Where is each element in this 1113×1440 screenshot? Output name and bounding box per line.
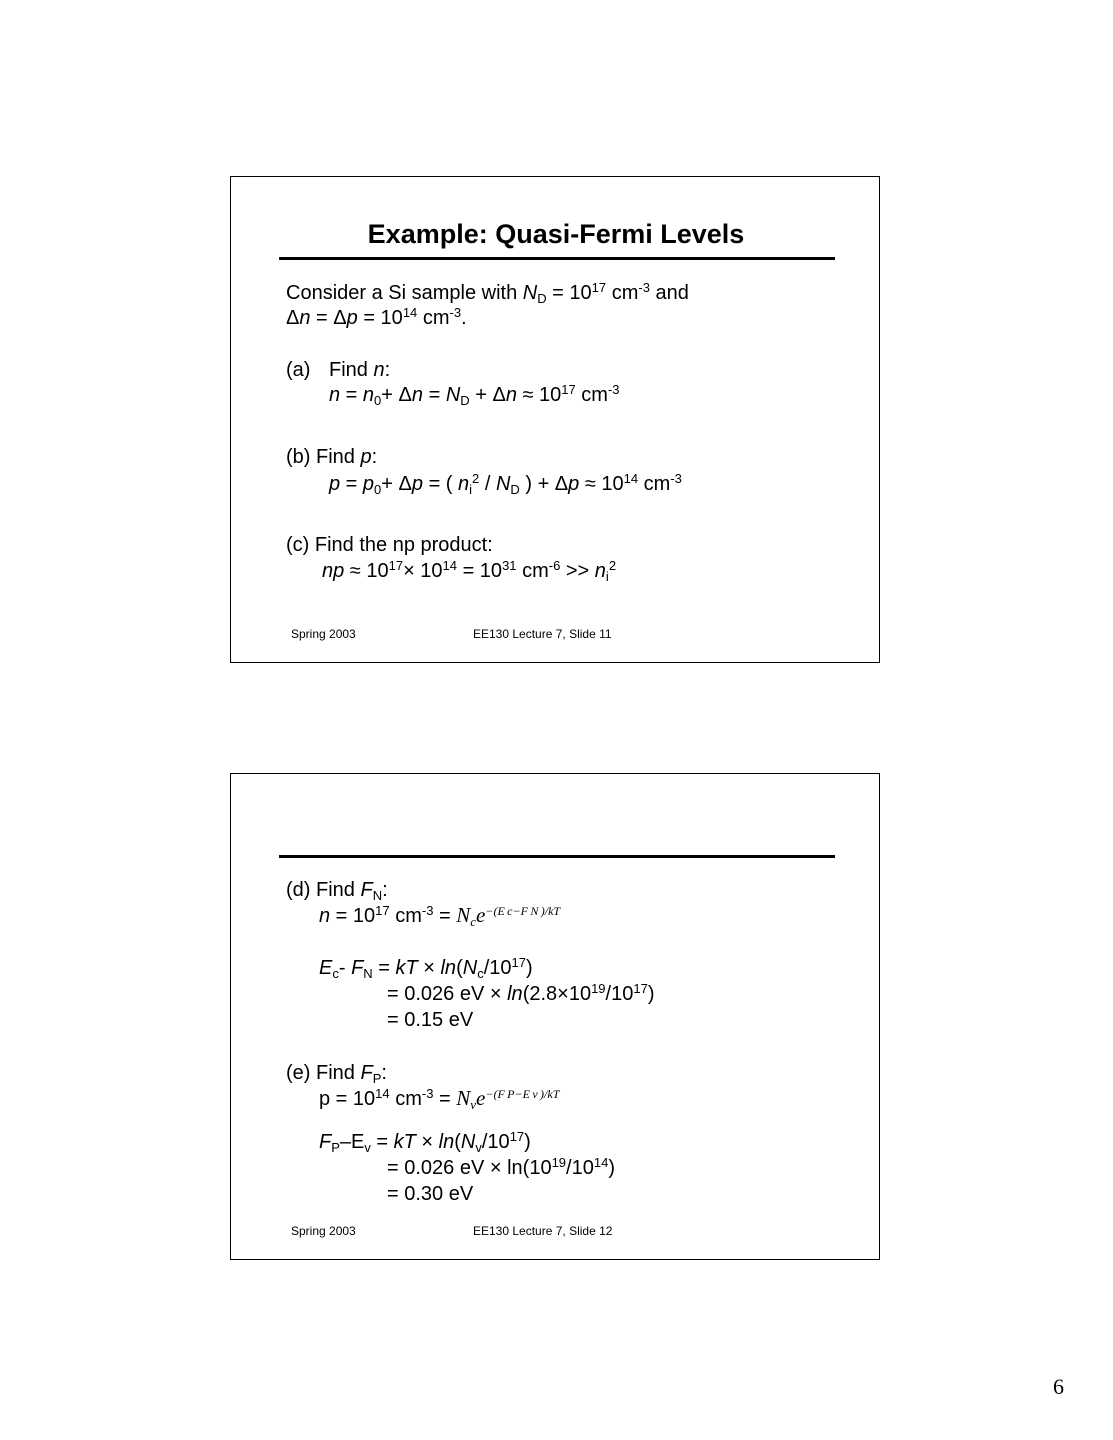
subscript: P [331,1140,340,1155]
subscript: c [477,966,484,981]
text-segment: –E [339,1131,365,1153]
superscript: 19 [591,981,606,996]
text-line [286,533,493,557]
text-segment: ) [608,1157,615,1179]
text-segment: / [479,473,496,495]
text-segment: (b) Find [286,446,361,468]
text-segment: N [456,1086,471,1110]
text-line [286,878,388,902]
text-segment: N [460,1131,476,1153]
text-segment: cm [389,905,422,927]
text-segment: N [456,903,471,927]
subscript: v [475,1140,482,1155]
text-segment: + Δ [381,384,412,406]
text-segment: + Δ [469,384,506,406]
text-segment: ln [438,1131,455,1153]
superscript: 17 [509,1129,525,1144]
text-segment: and [649,282,689,304]
superscript: -3 [638,280,650,295]
superscript: 17 [633,981,648,996]
text-segment: ≈ 10 [579,473,624,495]
text-segment: = 10 [457,560,503,582]
subscript: i [469,482,473,497]
text-segment: N [522,282,538,304]
text-segment: >> [560,560,595,582]
subscript: D [510,482,520,497]
text-segment: . [461,307,467,329]
text-segment: kT [393,1131,416,1153]
superscript: 14 [375,1086,390,1101]
slide-title: Example: Quasi-Fermi Levels [367,219,745,249]
text-segment: = Δ [310,307,347,329]
text-line [387,1008,473,1032]
exponential-formula [456,903,560,927]
text-line [319,1130,531,1154]
text-segment: × [415,1131,439,1153]
text-segment: (e) Find [286,1062,361,1084]
text-segment: = [340,473,363,495]
text-segment: ( [456,957,463,979]
text-segment: = 0.15 eV [387,1009,474,1031]
text-segment: cm [638,473,671,495]
text-segment: E [319,957,333,979]
text-segment: ) [525,957,533,979]
text-segment: F [319,1131,332,1153]
subscript: 0 [374,393,382,408]
text-segment: /10 [605,983,634,1005]
text-segment: = 0.026 eV × [387,983,508,1005]
text-segment: p [411,473,424,495]
subscript: 0 [374,482,382,497]
text-segment: = 0.30 eV [387,1183,474,1205]
text-segment: ( [454,1131,461,1153]
text-segment: = [433,905,457,927]
text-segment: N [495,473,511,495]
title-rule [279,257,835,260]
text-line [387,982,655,1006]
text-segment: cm [606,282,639,304]
superscript: 17 [511,955,526,970]
text-segment: n [411,384,424,406]
text-segment: n [329,384,341,406]
footer-slide-label: EE130 Lecture 7, Slide 11 [473,627,612,641]
text-segment: np [322,560,345,582]
superscript: 14 [623,471,639,486]
text-segment: n [594,560,606,582]
text-segment: : [382,879,388,901]
text-segment: ) [647,983,655,1005]
text-segment: × [417,957,441,979]
superscript: -3 [421,903,434,918]
text-segment: p [329,473,341,495]
text-segment: = [370,1131,394,1153]
text-line [319,956,533,980]
subscript: v [364,1140,371,1155]
text-segment: kT [395,957,418,979]
text-segment: n [319,905,331,927]
text-segment: = 10 [357,307,403,329]
text-segment: = 10 [330,905,376,927]
superscript: -3 [670,471,682,486]
text-segment: n [299,307,311,329]
text-segment: n [362,384,375,406]
footer-slide-label: EE130 Lecture 7, Slide 12 [473,1224,613,1238]
subscript: v [470,1097,477,1112]
slide-12 [230,773,880,1260]
text-segment: (2.8×10 [522,983,592,1005]
text-segment: : [384,359,391,381]
text-segment: : [381,1062,387,1084]
superscript: 14 [442,558,458,573]
superscript: −(E c−F N )/kT [485,904,561,918]
text-segment: ln [440,957,457,979]
text-segment: cm [516,560,549,582]
text-line [286,306,467,330]
exponential-formula [456,1086,559,1110]
text-segment: = ( [423,473,459,495]
text-segment: cm [389,1088,422,1110]
slide-11 [230,176,880,663]
superscript: 19 [551,1155,567,1170]
text-segment: N [462,957,478,979]
text-segment: F [351,957,364,979]
superscript: 2 [472,471,480,486]
subscript: i [605,569,609,584]
superscript: 14 [402,305,418,320]
text-segment: F [360,879,373,901]
text-segment: × 10 [403,560,443,582]
text-segment: cm [575,384,608,406]
superscript: -3 [607,382,620,397]
superscript: 17 [591,280,607,295]
text-segment: N [445,384,461,406]
text-line [286,1061,387,1085]
text-segment: Find [329,359,374,381]
superscript: 17 [375,903,390,918]
text-segment: /10 [481,1131,510,1153]
page-number: 6 [1053,1374,1064,1399]
text-line [286,445,377,469]
text-segment: + Δ [381,473,412,495]
subscript: N [372,888,383,903]
text-segment: = [423,384,446,406]
text-segment: p = 10 [319,1088,376,1110]
text-segment: ≈ 10 [344,560,389,582]
text-segment: ) [524,1131,531,1153]
text-line [319,1086,559,1111]
text-line [286,358,310,382]
text-segment: Consider a Si sample with [286,282,523,304]
subscript: c [470,914,477,929]
title-rule [279,855,835,858]
superscript: -3 [421,1086,434,1101]
text-segment: cm [417,307,450,329]
text-line [329,383,620,407]
superscript: -3 [449,305,462,320]
text-segment: p [346,307,358,329]
text-segment: = [372,957,396,979]
text-segment: = 0.026 eV × ln(10 [387,1157,552,1179]
text-line [329,472,682,496]
subscript: P [372,1071,382,1086]
subscript: N [363,966,373,981]
subscript: c [332,966,339,981]
superscript: −(F P−E v )/kT [485,1087,560,1101]
text-segment: e [476,1086,486,1110]
subscript: D [460,393,470,408]
text-segment: n [458,473,470,495]
footer-date: Spring 2003 [291,627,356,641]
text-line [387,1182,473,1206]
superscript: 17 [561,382,576,397]
text-segment: F [360,1062,373,1084]
text-segment: = 10 [546,282,592,304]
text-segment: p [568,473,580,495]
text-line [322,559,616,583]
text-segment: - [338,957,352,979]
text-segment: = [340,384,363,406]
text-segment: n [373,359,385,381]
text-segment: n [505,384,517,406]
text-segment: e [476,903,486,927]
text-segment: (d) Find [286,879,361,901]
text-segment: = [433,1088,457,1110]
text-line [286,281,689,305]
text-line [387,1156,615,1180]
text-segment: /10 [483,957,512,979]
footer-date: Spring 2003 [291,1224,356,1238]
text-segment: p [360,446,372,468]
text-segment: ln [507,983,523,1005]
text-segment: (a) [286,359,311,381]
text-line [329,358,390,382]
superscript: 31 [502,558,517,573]
text-segment: ≈ 10 [516,384,562,406]
superscript: 17 [388,558,404,573]
text-segment: p [362,473,375,495]
superscript: -6 [548,558,561,573]
text-segment: (c) Find the np product: [286,534,493,556]
subscript: D [537,291,547,306]
text-segment: /10 [566,1157,594,1179]
text-segment: : [371,446,378,468]
superscript: 2 [608,558,617,573]
text-line [319,903,560,928]
text-segment: Δ [286,307,300,329]
superscript: 14 [593,1155,609,1170]
text-segment: ) + Δ [519,473,569,495]
